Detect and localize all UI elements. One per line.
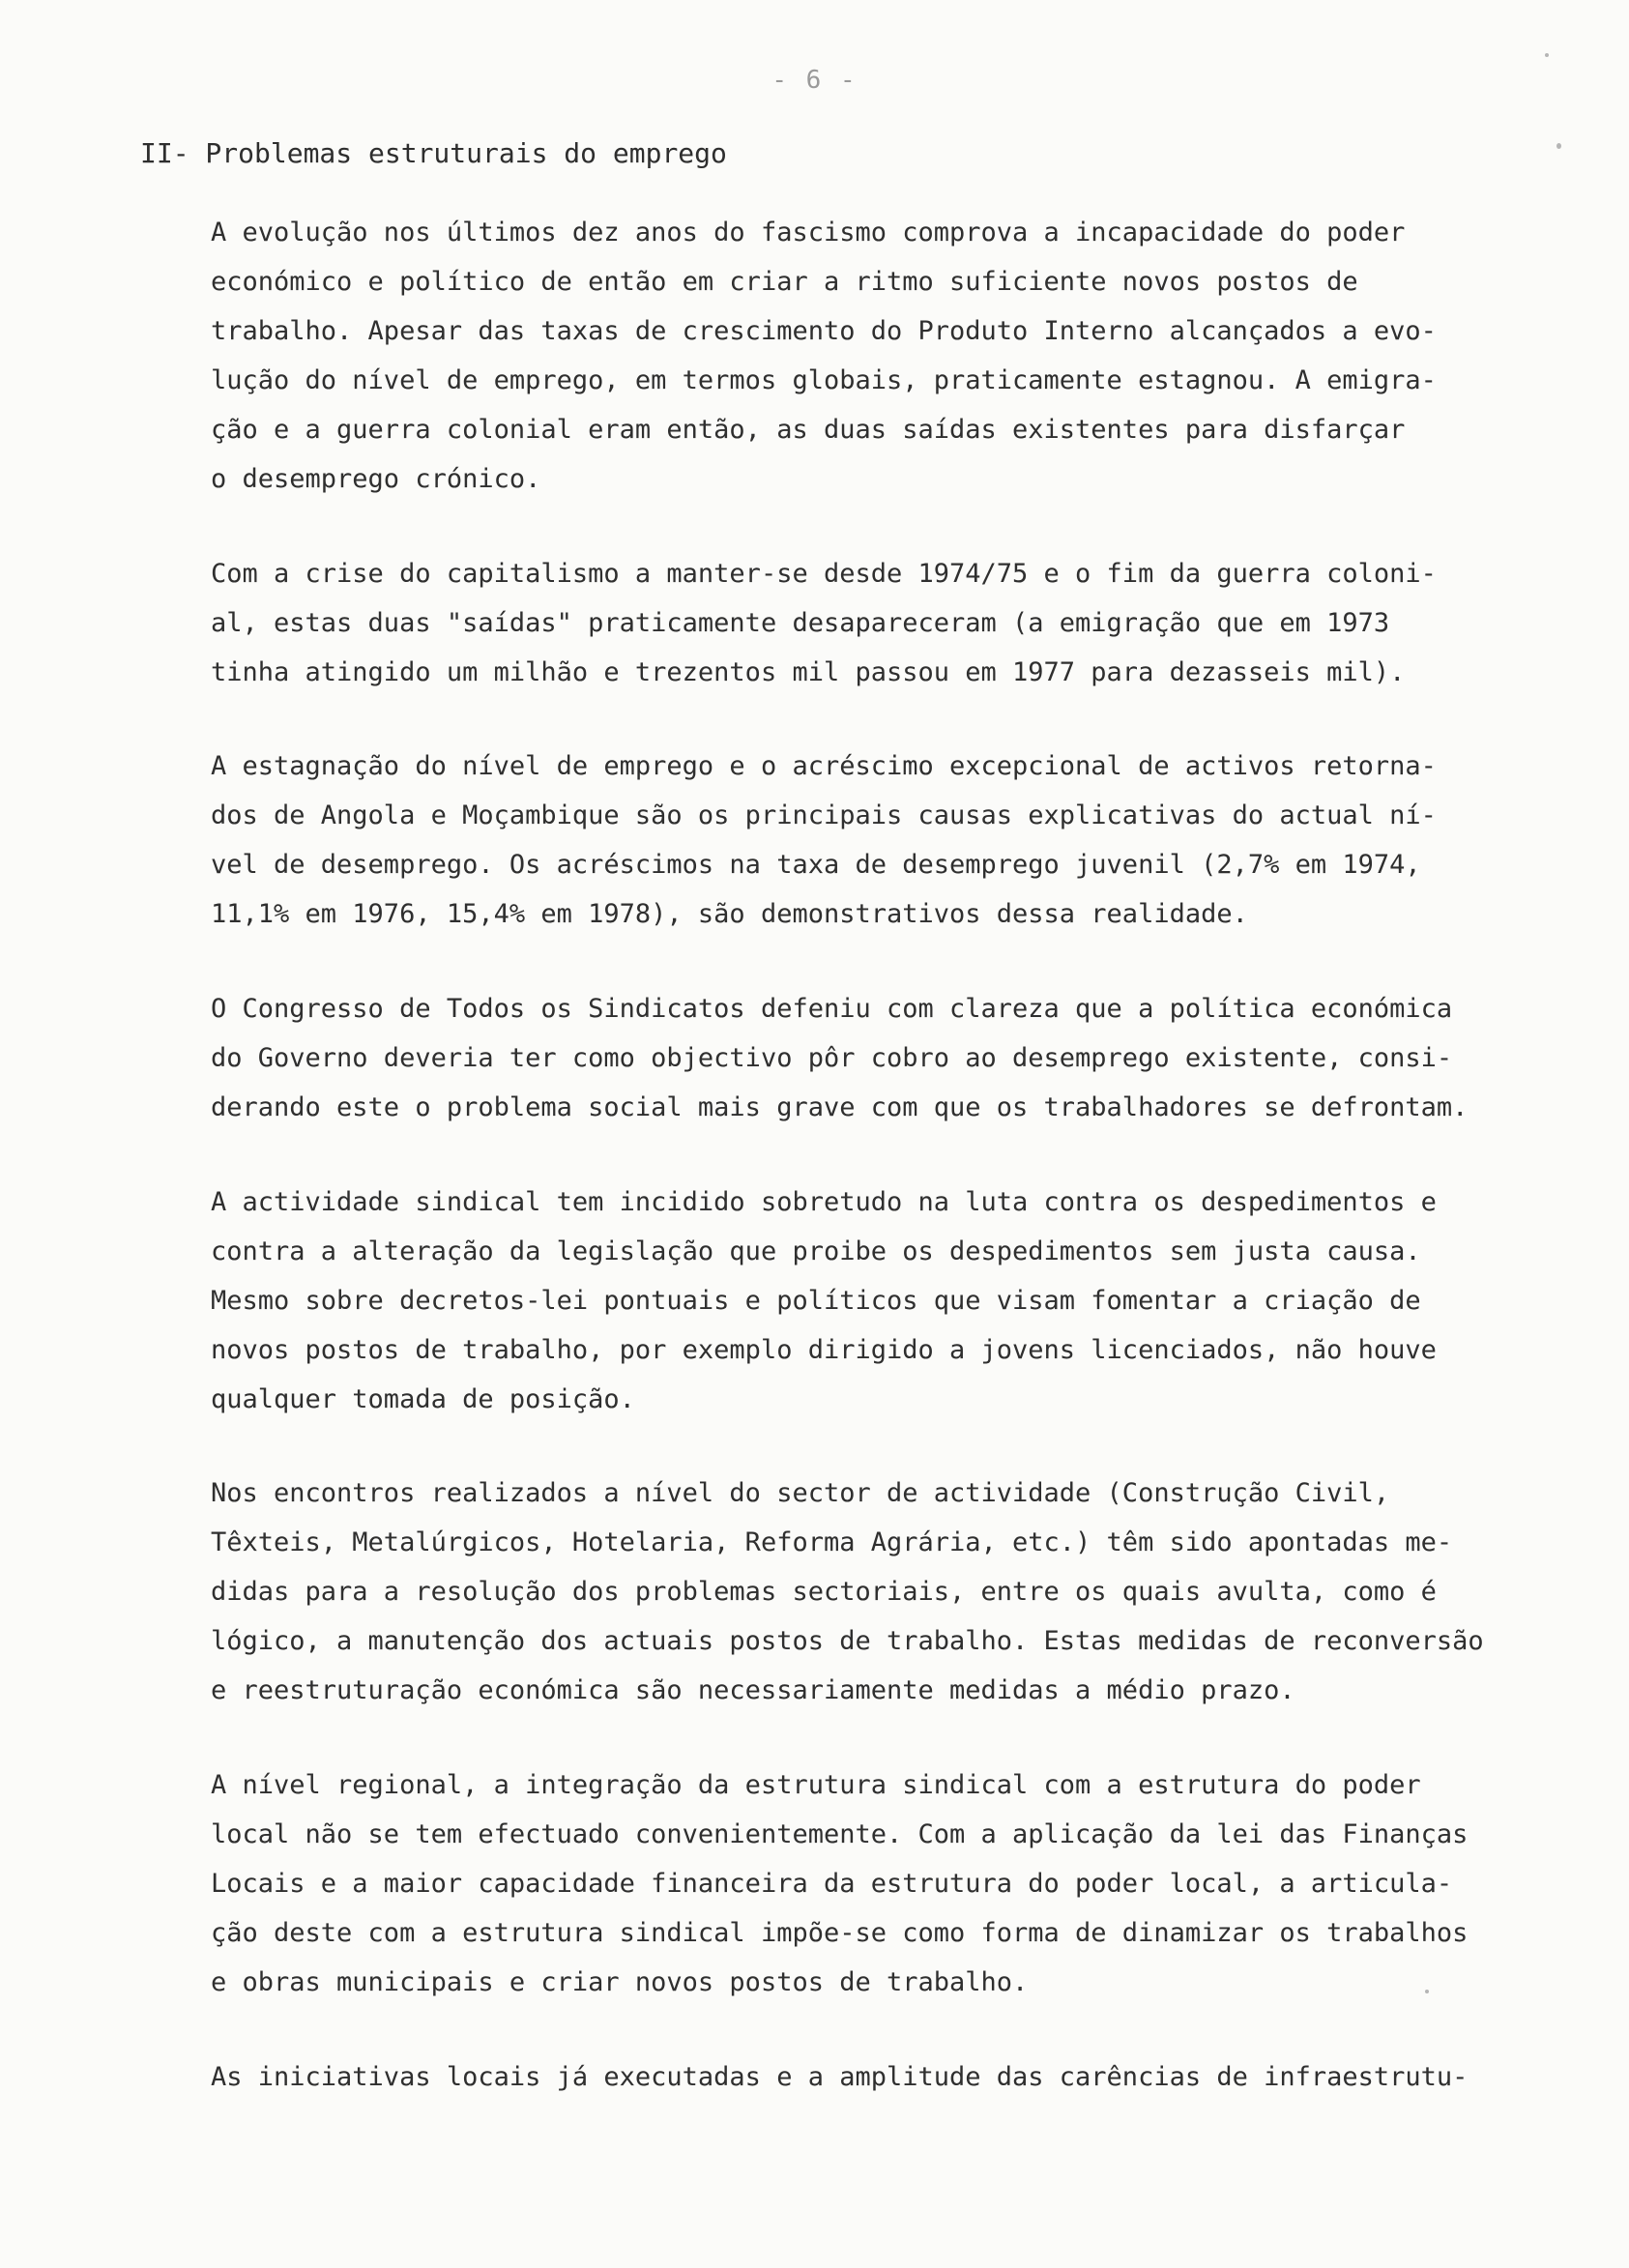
paragraph-line: As iniciativas locais já executadas e a amplitude das carências de infraestrutu- [211, 2062, 1469, 2092]
paragraph-line: novos postos de trabalho, por exemplo dirigido a jovens licenciados, não houve [211, 1335, 1437, 1365]
paragraph-line: A nível regional, a integração da estrutura sindical com a estrutura do poder [211, 1770, 1421, 1800]
paragraph-line: A actividade sindical tem incidido sobretudo na luta contra os despedimentos e [211, 1187, 1437, 1217]
paragraph-line: lução do nível de emprego, em termos globais, praticamente estagnou. A emigra- [211, 365, 1437, 395]
paragraph-line: Com a crise do capitalismo a manter-se desde 1974/75 e o fim da guerra coloni- [211, 559, 1437, 589]
paragraph-line: Têxteis, Metalúrgicos, Hotelaria, Reforma Agrária, etc.) têm sido apontadas me- [211, 1527, 1453, 1557]
paragraph-line: lógico, a manutenção dos actuais postos de trabalho. Estas medidas de reconversão [211, 1626, 1484, 1656]
page-number: - 6 - [771, 66, 858, 95]
paragraph-line: ção e a guerra colonial eram então, as duas saídas existentes para disfarçar [211, 415, 1406, 445]
scan-speck [1545, 53, 1549, 57]
section-title: II- Problemas estruturais do emprego [140, 137, 727, 169]
paragraph-line: O Congresso de Todos os Sindicatos defeniu com clareza que a política económica [211, 994, 1453, 1024]
paragraph-line: e obras municipais e criar novos postos de trabalho. [211, 1967, 1029, 1997]
paragraph-line: dos de Angola e Moçambique são os principais causas explicativas do actual ní- [211, 800, 1437, 830]
paragraph-line: A evolução nos últimos dez anos do fascismo comprova a incapacidade do poder [211, 218, 1406, 247]
paragraph-line: do Governo deveria ter como objectivo pôr cobro ao desemprego existente, consi- [211, 1043, 1453, 1073]
scan-speck [1425, 1990, 1429, 1993]
paragraph-line: vel de desemprego. Os acréscimos na taxa de desemprego juvenil (2,7% em 1974, [211, 850, 1421, 880]
paragraph-line: e reestruturação económica são necessariamente medidas a médio prazo. [211, 1675, 1295, 1705]
paragraph-line: qualquer tomada de posição. [211, 1384, 635, 1414]
paragraph-line: Nos encontros realizados a nível do sector de actividade (Construção Civil, [211, 1478, 1390, 1508]
paragraph-line: o desemprego crónico. [211, 464, 541, 494]
paragraph-line: tinha atingido um milhão e trezentos mil passou em 1977 para dezasseis mil). [211, 657, 1406, 687]
paragraph-line: local não se tem efectuado convenientemente. Com a aplicação da lei das Finanças [211, 1819, 1469, 1849]
paragraph-line: 11,1% em 1976, 15,4% em 1978), são demonstrativos dessa realidade. [211, 899, 1248, 929]
paragraph-line: didas para a resolução dos problemas sectoriais, entre os quais avulta, como é [211, 1577, 1437, 1607]
paragraph-line: Locais e a maior capacidade financeira da estrutura do poder local, a articula- [211, 1869, 1453, 1899]
paragraph-line: contra a alteração da legislação que proibe os despedimentos sem justa causa. [211, 1236, 1421, 1266]
paragraph-line: ção deste com a estrutura sindical impõe-se como forma de dinamizar os trabalhos [211, 1918, 1469, 1948]
paragraph-line: derando este o problema social mais grave com que os trabalhadores se defrontam. [211, 1092, 1469, 1122]
paragraph-line: trabalho. Apesar das taxas de crescimento do Produto Interno alcançados a evo- [211, 316, 1437, 346]
scan-speck [1556, 143, 1561, 149]
paragraph-line: A estagnação do nível de emprego e o acréscimo excepcional de activos retorna- [211, 751, 1437, 781]
paragraph-line: al, estas duas "saídas" praticamente desapareceram (a emigração que em 1973 [211, 608, 1390, 638]
paragraph-line: Mesmo sobre decretos-lei pontuais e políticos que visam fomentar a criação de [211, 1286, 1421, 1316]
paragraph-line: económico e político de então em criar a ritmo suficiente novos postos de [211, 267, 1358, 297]
